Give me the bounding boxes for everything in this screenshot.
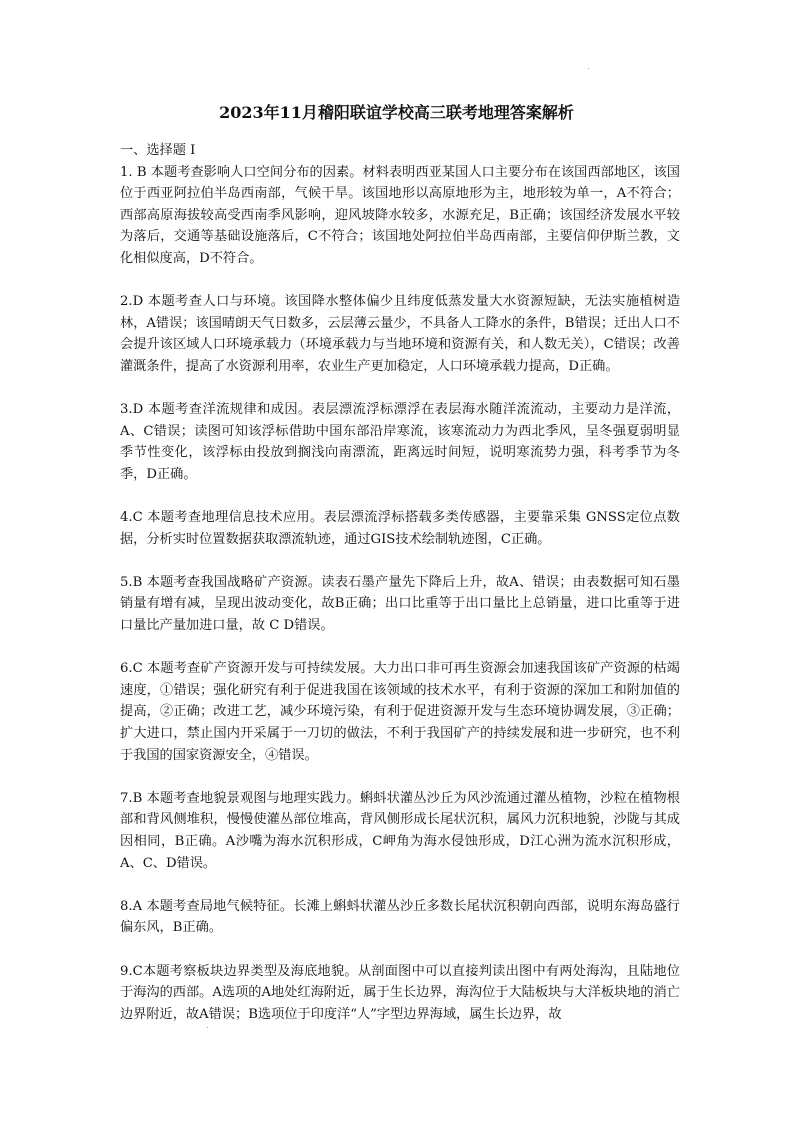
answer-paragraph-9: 9.C本题考察板块边界类型及海底地貌。从剖面图中可以直接判读出图中有两处海沟，且陆地位于海沟的西部。A选项的A地处红海附近，属于生长边界，海沟位于大陆板块与大洋板块地的消亡边界附近，故A错误；B选项位于印度洋“人”字型边界海域，属生长边界，故	[120, 963, 680, 1022]
answer-paragraph-2: 2.D 本题考查人口与环境。该国降水整体偏少且纬度低蒸发量大水资源短缺，无法实施植树造林，A错误；该国晴朗天气日数多，云层薄云量少，不具备人工降水的条件，B错误；迁出人口不会提升该区域人口环境承载力（环境承载力与当地环境和资源有关，和人数无关），C错误；改善灌溉条件，提高了水资源利用率，农业生产更加稳定，人口环境承载力提高，D正确。	[120, 294, 680, 374]
answer-paragraph-4: 4.C 本题考查地理信息技术应用。表层漂流浮标搭载多类传感器，主要靠采集 GNSS定位点数据，分析实时位置数据获取漂流轨迹，通过GIS技术绘制轨迹图，C正确。	[120, 510, 680, 547]
document-title: 2023年11月稽阳联谊学校高三联考地理答案解析	[219, 103, 574, 122]
answer-paragraph-3: 3.D 本题考查洋流规律和成因。表层漂流浮标漂浮在表层海水随洋流流动，主要动力是洋流，A、C错误；读图可知该浮标借助中国东部沿岸寒流，该寒流动力为西北季风，呈冬强夏弱明显季节性变化，该浮标由投放到搁浅向南漂流，距离远时间短，说明寒流势力强，科考季节为冬季，D正确。	[120, 402, 680, 482]
answer-paragraph-7: 7.B 本题考查地貌景观图与地理实践力。蝌蚪状灌丛沙丘为风沙流通过灌丛植物，沙粒在植物根部和背风侧堆积，慢慢使灌丛部位堆高，背风侧形成长尾状沉积，属风力沉积地貌，沙陇与其成因相同，B正确。A沙嘴为海水沉积形成，C岬角为海水侵蚀形成，D江心洲为流水沉积形成，A、C、D错误。	[120, 790, 680, 871]
answer-paragraph-8: 8.A 本题考查局地气候特征。长滩上蝌蚪状灌丛沙丘多数长尾状沉积朝向西部，说明东海岛盛行偏东风，B正确。	[120, 898, 680, 936]
answer-paragraph-5: 5.B 本题考查我国战略矿产资源。读表石墨产量先下降后上升，故A、错误；由表数据可知石墨销量有增有减，呈现出波动变化，故B正确；出口比重等于出口量比上总销量，进口比重等于进口量比产量加进口量，故 C D错误。	[120, 574, 680, 634]
answer-paragraph-1: 1. B 本题考查影响人口空间分布的因素。材料表明西亚某国人口主要分布在该国西部地区，该国位于西亚阿拉伯半岛西南部，气候干旱。该国地形以高原地形为主，地形较为单一，A不符合；西部高原海拔较高受西南季风影响，迎风坡降水较多，水源充足，B正确；该国经济发展水平较为落后，交通等基础设施落后，C不符合；该国地处阿拉伯半岛西南部，主要信仰伊斯兰教，文化相似度高，D不符合。	[120, 164, 680, 266]
section-header: 一、选择题 I	[120, 143, 196, 158]
answer-paragraph-6: 6.C 本题考查矿产资源开发与可持续发展。大力出口非可再生资源会加速我国该矿产资源的枯竭速度，①错误；强化研究有利于促进我国在该领域的技术水平，有利于资源的深加工和附加值的提高，②正确；改进工艺，减少环境污染，有利于促进资源开发与生态环境协调发展，③正确；扩大进口，禁止国内开采属于一刀切的做法，不利于我国矿产的持续发展和进一步研究，也不利于我国的国家资源安全，④错误。	[120, 661, 680, 763]
scan-speck	[588, 68, 589, 69]
document-body	[120, 140, 680, 1047]
